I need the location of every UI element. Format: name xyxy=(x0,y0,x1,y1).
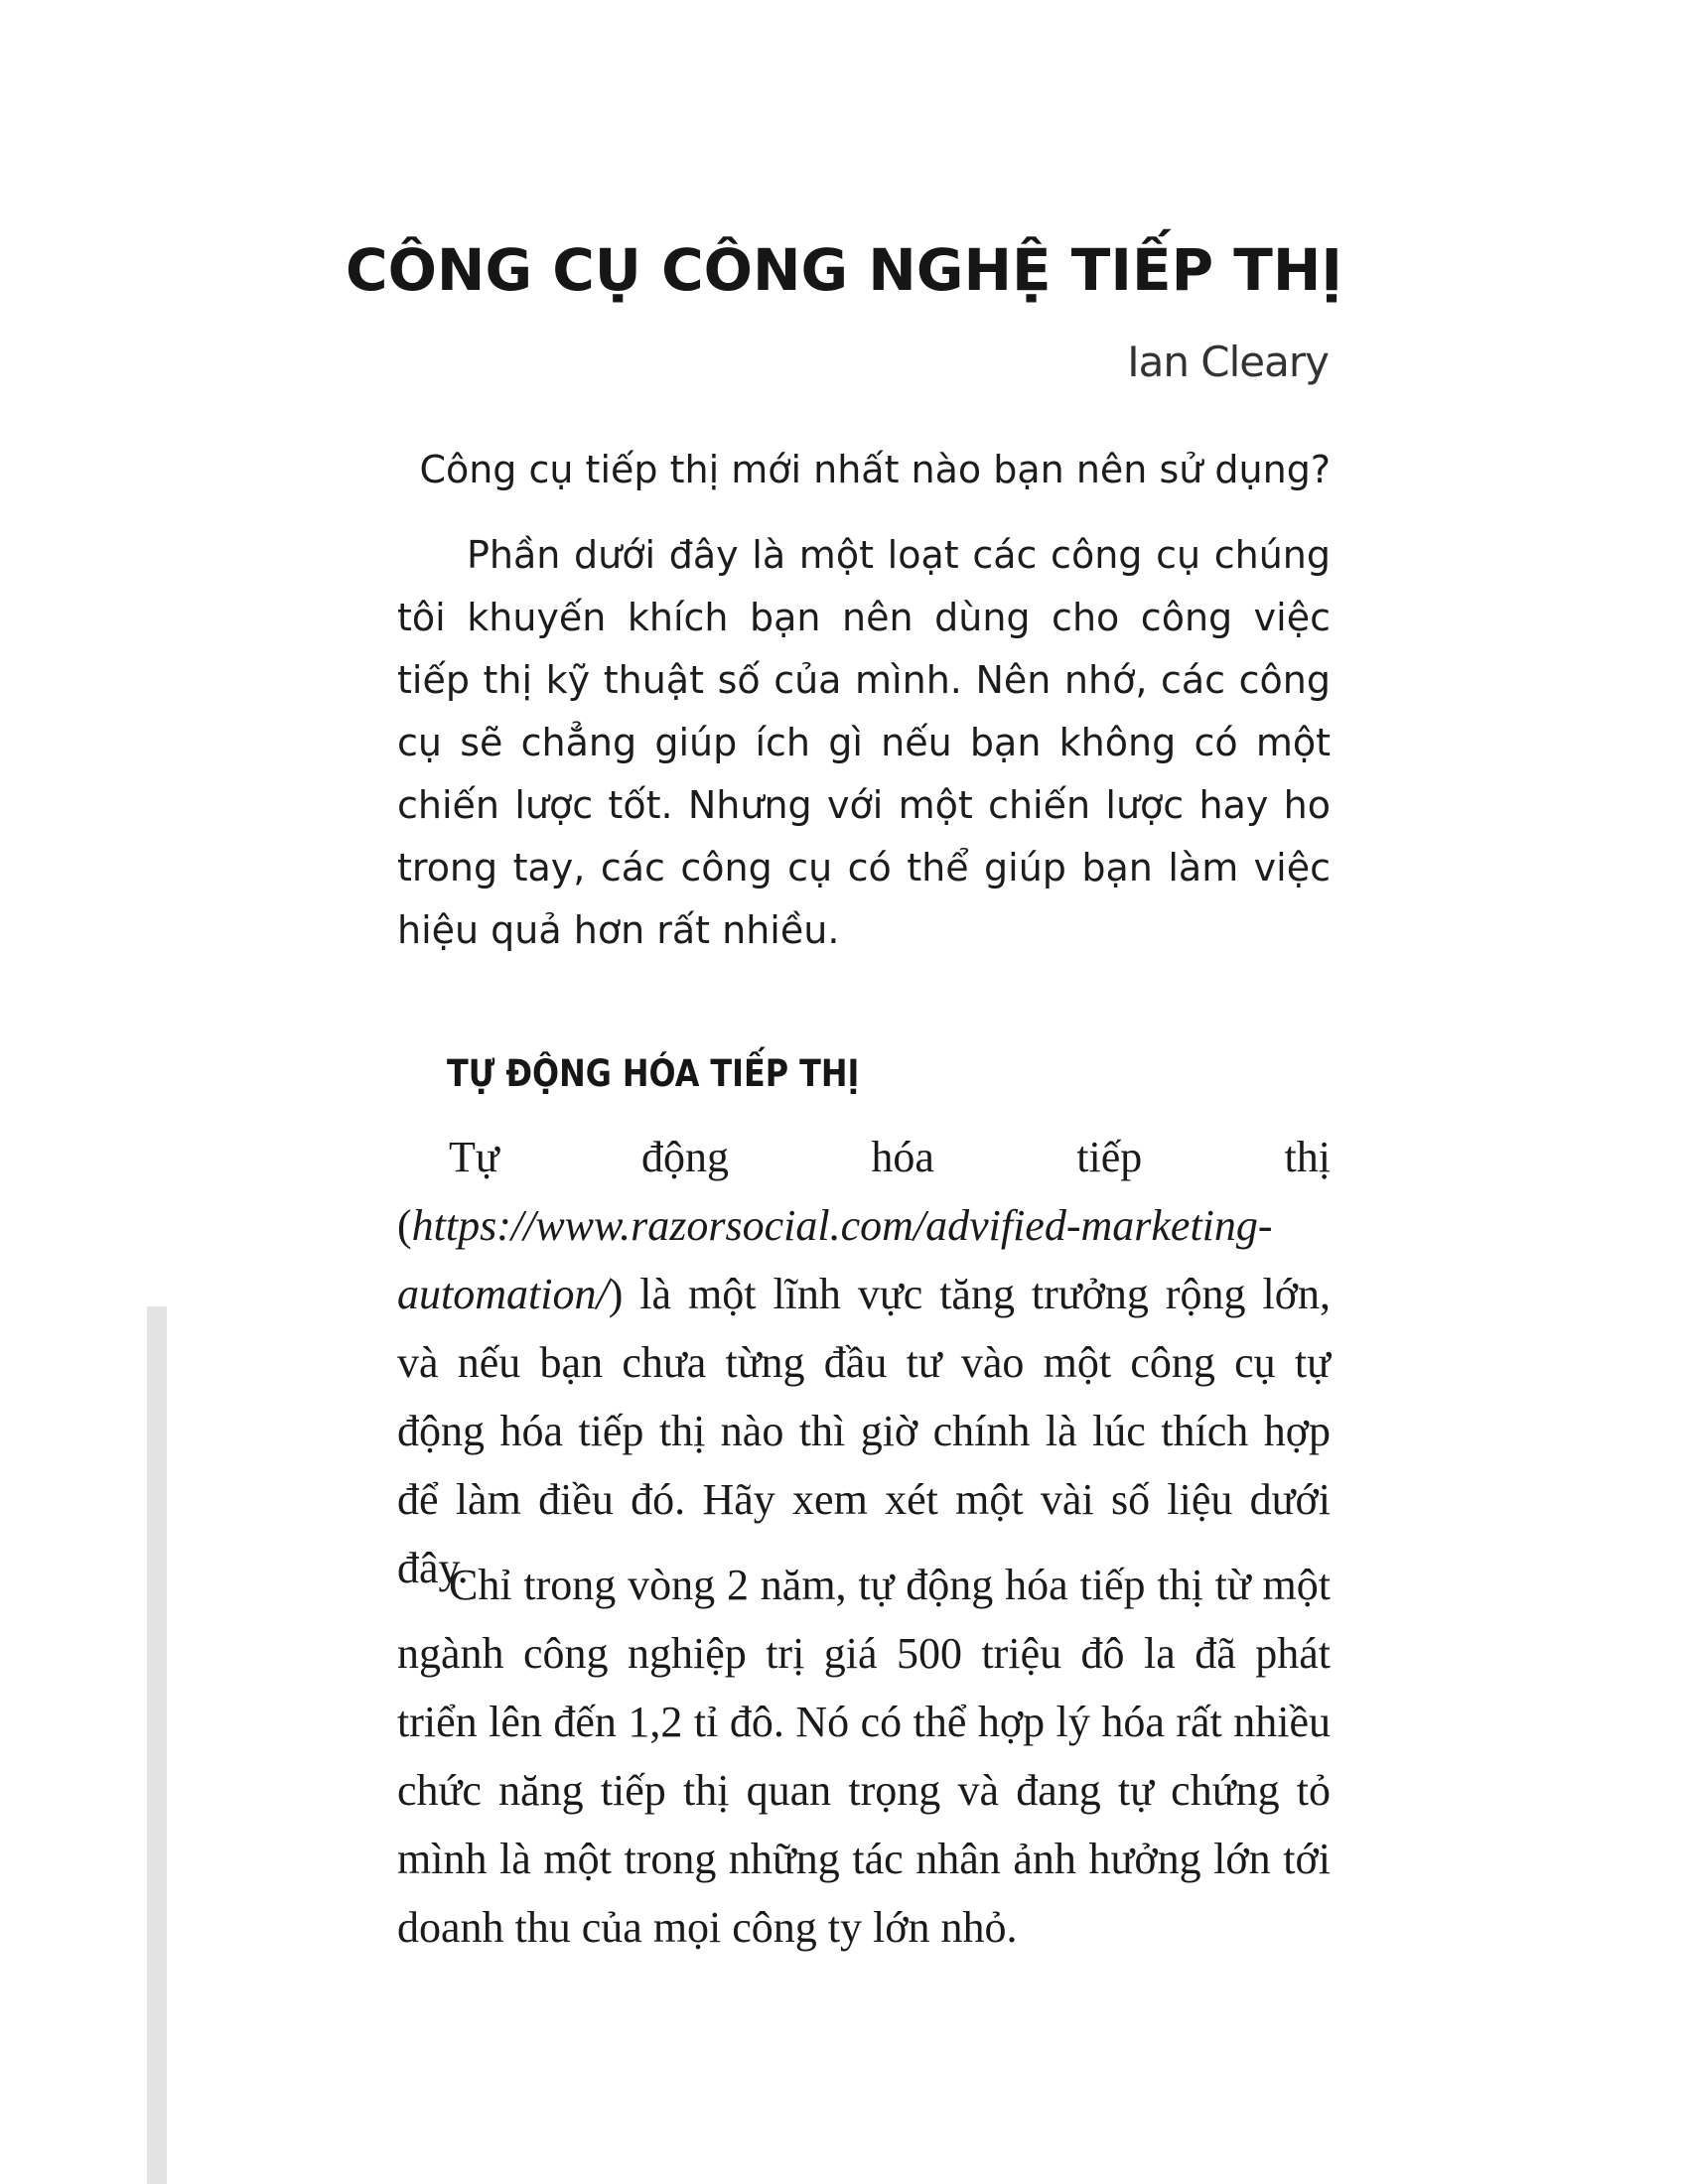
intro-question: Công cụ tiếp thị mới nhất nào bạn nên sử dụng? xyxy=(419,448,1331,491)
section-paragraph-1 xyxy=(397,1123,1331,1602)
automation-link: https://www.razorsocial.com/advified-marketing-automation/ xyxy=(397,1201,1273,1318)
intro-paragraph: Phần dưới đây là một loạt các công cụ chúng tôi khuyến khích bạn nên dùng cho công việc tiếp thị kỹ thuật số của mình. Nên nhớ, các công cụ sẽ chẳng giúp ích gì nếu bạn không có một chiến lược tốt. Nhưng với một chiến lược hay ho trong tay, các công cụ có thể giúp bạn làm việc hiệu quả hơn rất nhiều. xyxy=(397,533,1331,952)
chapter-author: Ian Cleary xyxy=(1127,338,1329,386)
page-edge-strip xyxy=(147,1306,167,2184)
chapter-title: CÔNG CỤ CÔNG NGHỆ TIẾP THỊ xyxy=(346,236,1342,304)
paragraph-text-before-link: Tự động hóa tiếp thị ( xyxy=(397,1133,1331,1250)
section-heading: TỰ ĐỘNG HÓA TIẾP THỊ xyxy=(447,1052,860,1095)
paragraph-text-after-link: ) là một lĩnh vực tăng trưởng rộng lớn, và nếu bạn chưa từng đầu tư vào một công cụ tự động hóa tiếp thị nào thì giờ chính là lúc thích hợp để làm điều đó. Hãy xem xét một vài số liệu dưới đây. xyxy=(397,1270,1331,1592)
section-paragraph-2: Chỉ trong vòng 2 năm, tự động hóa tiếp thị từ một ngành công nghiệp trị giá 500 triệu đô la đã phát triển lên đến 1,2 tỉ đô. Nó có thể hợp lý hóa rất nhiều chức năng tiếp thị quan trọng và đang tự chứng tỏ mình là một trong những tác nhân ảnh hưởng lớn tới doanh thu của mọi công ty lớn nhỏ. xyxy=(397,1561,1331,1952)
